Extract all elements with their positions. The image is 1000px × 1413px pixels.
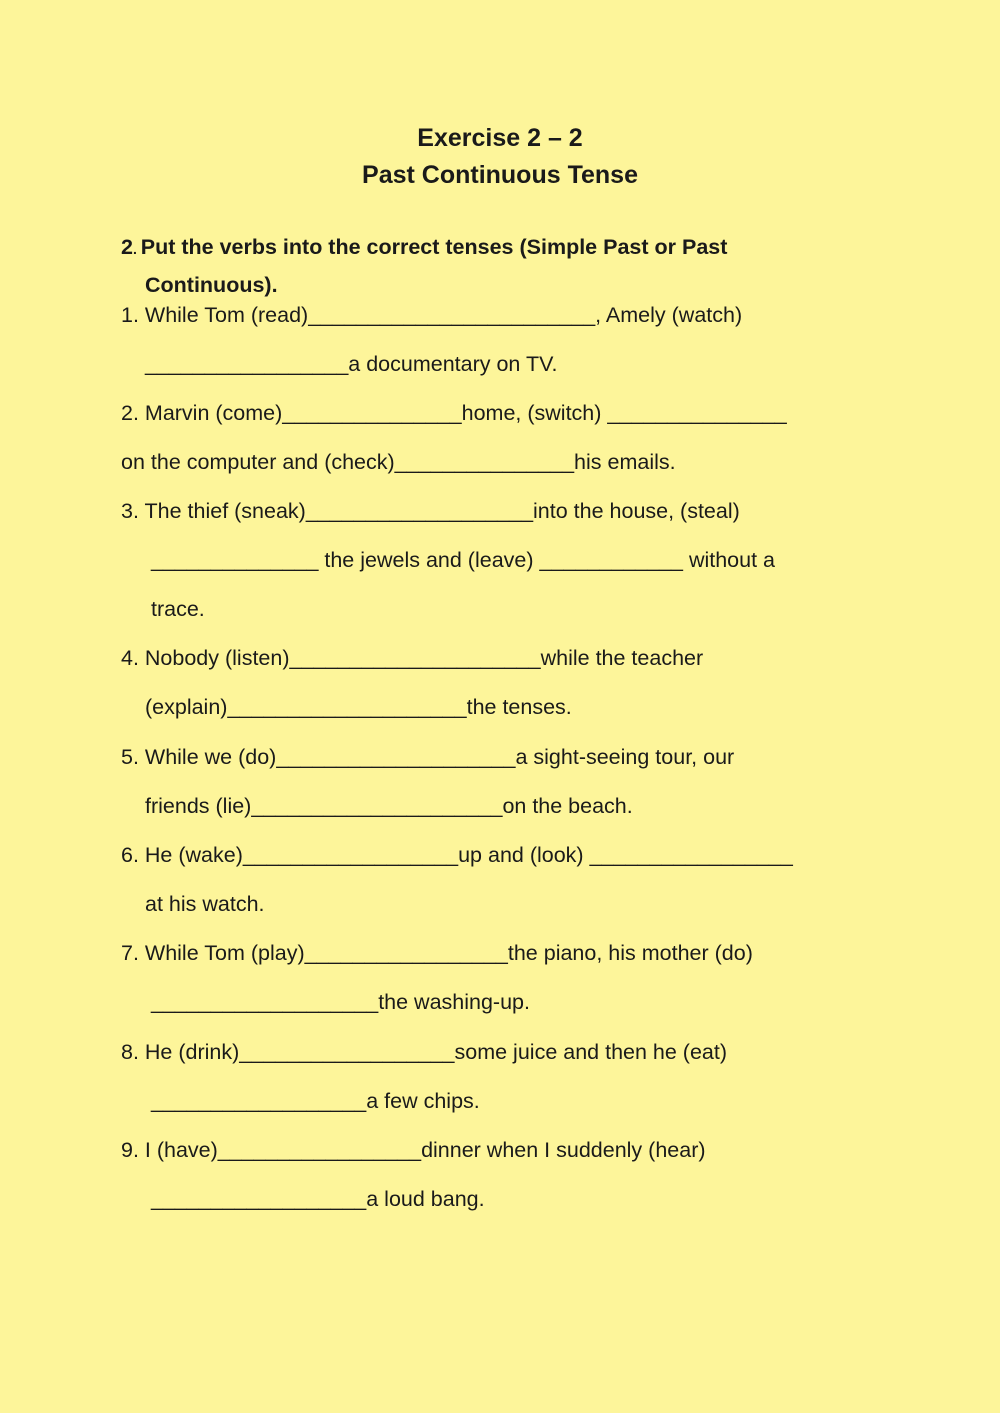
item-3-line-1: 3. The thief (sneak)___________________into the house, (steal) (121, 499, 740, 523)
item-1-line-1: 1. While Tom (read)________________________, Amely (watch) (121, 303, 743, 327)
item-6-line-1: 6. He (wake)__________________up and (look) _________________ (121, 843, 793, 867)
item-6-line-2: at his watch. (145, 892, 265, 916)
item-5-line-1: 5. While we (do)____________________a sight-seeing tour, our (121, 745, 735, 769)
item-5-line-2: friends (lie)_____________________on the beach. (145, 794, 633, 818)
item-7-line-1: 7. While Tom (play)_________________the piano, his mother (do) (121, 941, 753, 965)
item-1-line-2: _________________a documentary on TV. (145, 352, 558, 376)
exercise-number-title: Exercise 2 – 2 (417, 124, 583, 152)
item-8-line-1: 8. He (drink)__________________some juice and then he (eat) (121, 1040, 728, 1064)
item-4-line-2: (explain)____________________the tenses. (145, 695, 572, 719)
item-2-line-1: 2. Marvin (come)_______________home, (switch) _______________ (121, 401, 787, 425)
item-3-line-3: trace. (151, 597, 205, 621)
instruction-number: 2 (121, 235, 133, 259)
item-2-line-2: on the computer and (check)_______________his emails. (121, 450, 676, 474)
worksheet-title (0, 120, 1000, 194)
item-4-line-1: 4. Nobody (listen)_____________________while the teacher (121, 646, 704, 670)
item-7-line-2: ___________________the washing-up. (151, 990, 530, 1014)
item-9-line-2: __________________a loud bang. (151, 1187, 485, 1211)
item-3-line-2: ______________ the jewels and (leave) ____________ without a (151, 548, 776, 572)
item-9-line-1: 9. I (have)_________________dinner when I suddenly (hear) (121, 1138, 706, 1162)
instruction-text-line2: Continuous). (145, 273, 278, 297)
instruction-text-line1: Put the verbs into the correct tenses (Simple Past or Past (140, 235, 728, 259)
topic-title: Past Continuous Tense (362, 161, 638, 189)
instruction: 2. Put the verbs into the correct tenses (Simple Past or Past Continuous). (121, 229, 841, 303)
item-8-line-2: __________________a few chips. (151, 1089, 480, 1113)
